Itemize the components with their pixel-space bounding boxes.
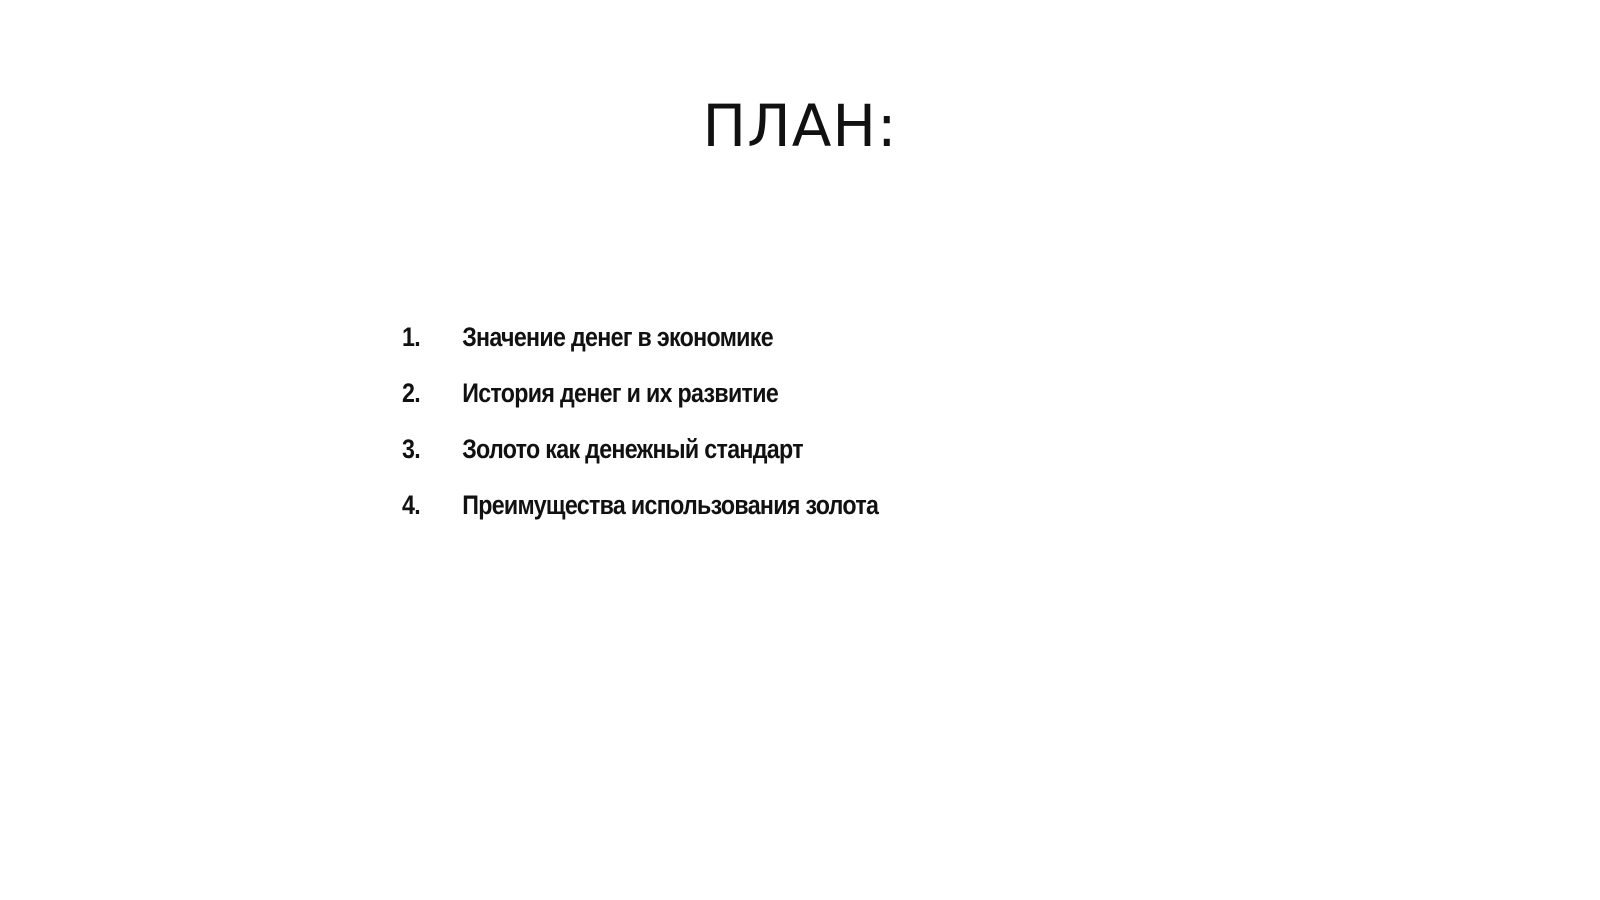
list-item-text: Значение денег в экономике (462, 322, 773, 352)
list-item (402, 490, 878, 546)
list-item-number: 4. (402, 490, 420, 520)
list-item (402, 378, 878, 434)
list-item-text: Преимущества использования золота (462, 490, 879, 520)
slide-title: ПЛАН: (702, 92, 898, 160)
list-item (402, 434, 878, 490)
list-item-number: 2. (402, 378, 420, 408)
list-item (402, 322, 878, 378)
list-item-number: 3. (402, 434, 420, 464)
list-item-text: Золото как денежный стандарт (462, 434, 803, 464)
list-item-text: История денег и их развитие (462, 378, 779, 408)
plan-list (402, 322, 956, 546)
list-item-number: 1. (402, 322, 420, 352)
